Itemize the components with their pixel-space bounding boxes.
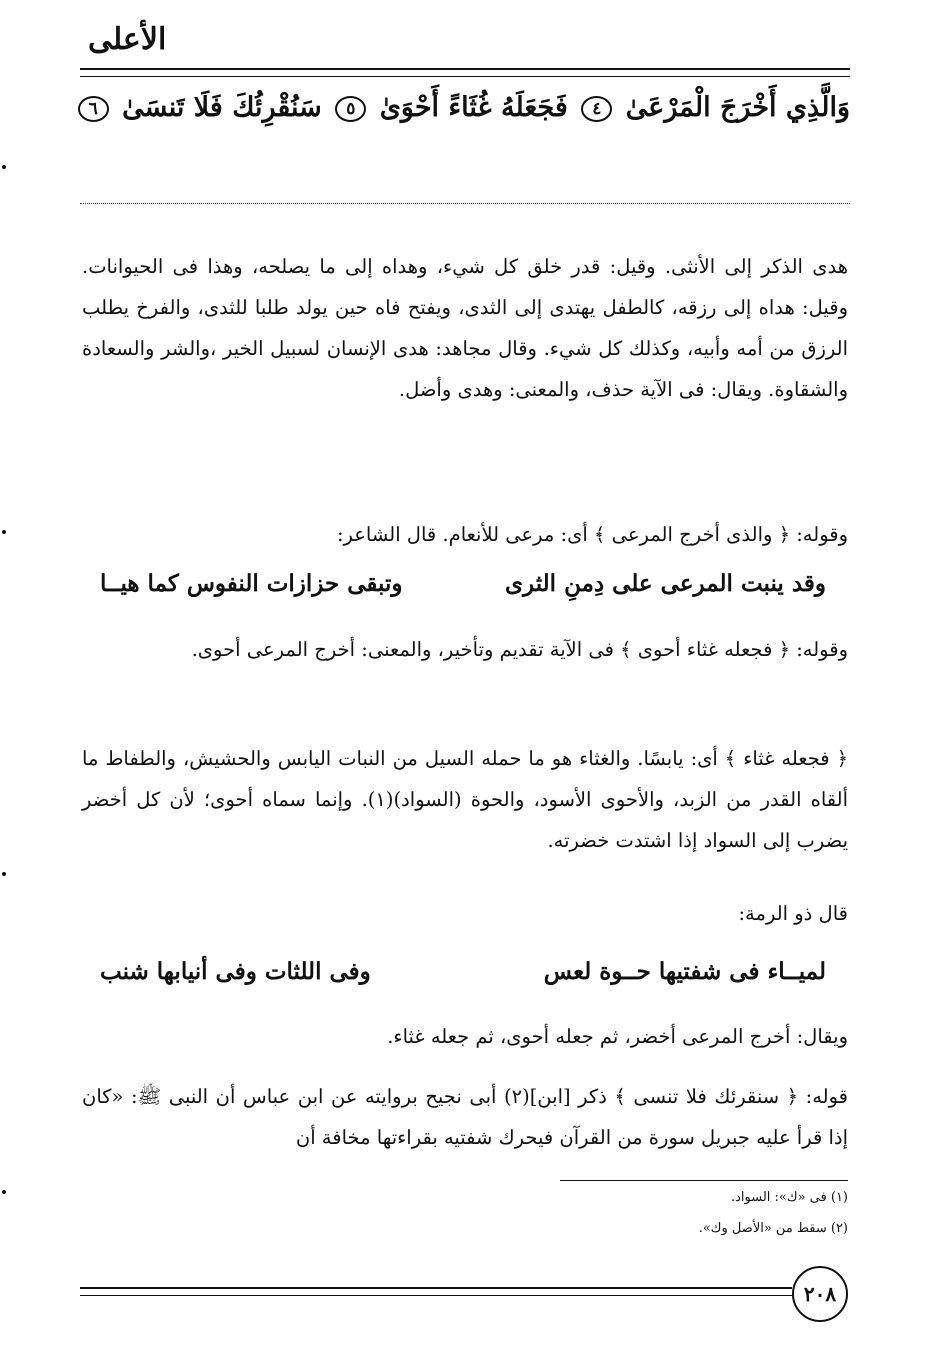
verse-separator-dotted-rule	[80, 203, 850, 204]
paragraph: ﴿ فجعله غثاء ﴾ أى: يابسًا. والغثاء هو ما حمله السيل من النبات اليابس والحشيش، والطفاط ما ألقاه القدر من الزبد، والأحوى الأسود، والحوة (السواد)(١). وإنما سماه أحوى؛ لأن كل أخضر يضرب إلى السواد إذا اشتدت خضرته.	[82, 747, 848, 852]
header-double-rule	[80, 68, 850, 77]
poem-second-hemistich: وفى اللثات وفى أنيابها شنب	[100, 958, 371, 985]
verse-number-marker: ٥	[335, 96, 366, 122]
paragraph: هدى الذكر إلى الأنثى. وقيل: قدر خلق كل شيء، وهداه إلى ما يصلحه، وهذا فى الحيوانات. وقيل: هداه إلى رزقه، كالطفل يهتدى إلى الثدى، ويفتح فاه حين يولد طلبا للثدى، والفرخ يطلب الرزق من أمه وأبيه، وكذلك كل شيء. وقال مجاهد: هدى الإنسان لسبيل الخير ،والشر والسعادة والشقاوة. ويقال: فى الآية حذف، والمعنى: وهدى وأضل.	[82, 255, 848, 401]
poem-second-hemistich: وتبقى حزازات النفوس كما هيــا	[100, 570, 403, 597]
quran-verse-line	[80, 92, 850, 123]
footnote: (٢) سقط من «الأصل وك».	[698, 1221, 848, 1236]
verse-number-marker: ٦	[78, 96, 109, 122]
surah-title: الأعلى	[88, 22, 167, 57]
paragraph: ويقال: أخرج المرعى أخضر، ثم جعله أحوى، ثم جعله غثاء.	[387, 1025, 848, 1048]
paragraph: قوله: ﴿ سنقرئك فلا تنسى ﴾ ذكر [ابن](٢) أبى نجيح بروايته عن ابن عباس أن النبى ﷺ: «كان إذا قرأ عليه جبريل سورة من القرآن فيحرك شفتيه بقراءتها مخافة أن	[82, 1085, 848, 1149]
paragraph: وقوله: ﴿ فجعله غثاء أحوى ﴾ فى الآية تقديم وتأخير، والمعنى: أخرج المرعى أحوى.	[191, 638, 848, 661]
poem-verse	[100, 958, 826, 998]
verse-text: وَالَّذِي أَخْرَجَ الْمَرْعَىٰ	[625, 92, 850, 123]
footnote-separator	[560, 1180, 848, 1181]
scan-edge-mark	[2, 165, 6, 169]
poem-first-hemistich: وقد ينبت المرعى على دِمنِ الثرى	[505, 570, 826, 597]
page-number: ٢٠٨	[792, 1266, 848, 1322]
paragraph: وقوله: ﴿ والذى أخرج المرعى ﴾ أى: مرعى للأنعام. قال الشاعر:	[336, 523, 848, 546]
paragraph: قال ذو الرمة:	[738, 902, 848, 925]
scan-edge-mark	[2, 872, 6, 876]
footer-double-rule	[80, 1287, 792, 1296]
scan-edge-mark	[2, 530, 6, 534]
verse-text: فَجَعَلَهُ غُثَاءً أَحْوَىٰ	[379, 92, 568, 123]
verse-text: سَنُقْرِئُكَ فَلَا تَنسَىٰ	[122, 92, 322, 123]
footnote: (١) فى «ك»: السواد.	[730, 1190, 848, 1205]
poem-verse	[100, 570, 826, 610]
poem-first-hemistich: لميــاء فى شفتيها حــوة لعس	[543, 958, 826, 985]
verse-number-marker: ٤	[581, 96, 612, 122]
scan-edge-mark	[2, 1190, 6, 1194]
